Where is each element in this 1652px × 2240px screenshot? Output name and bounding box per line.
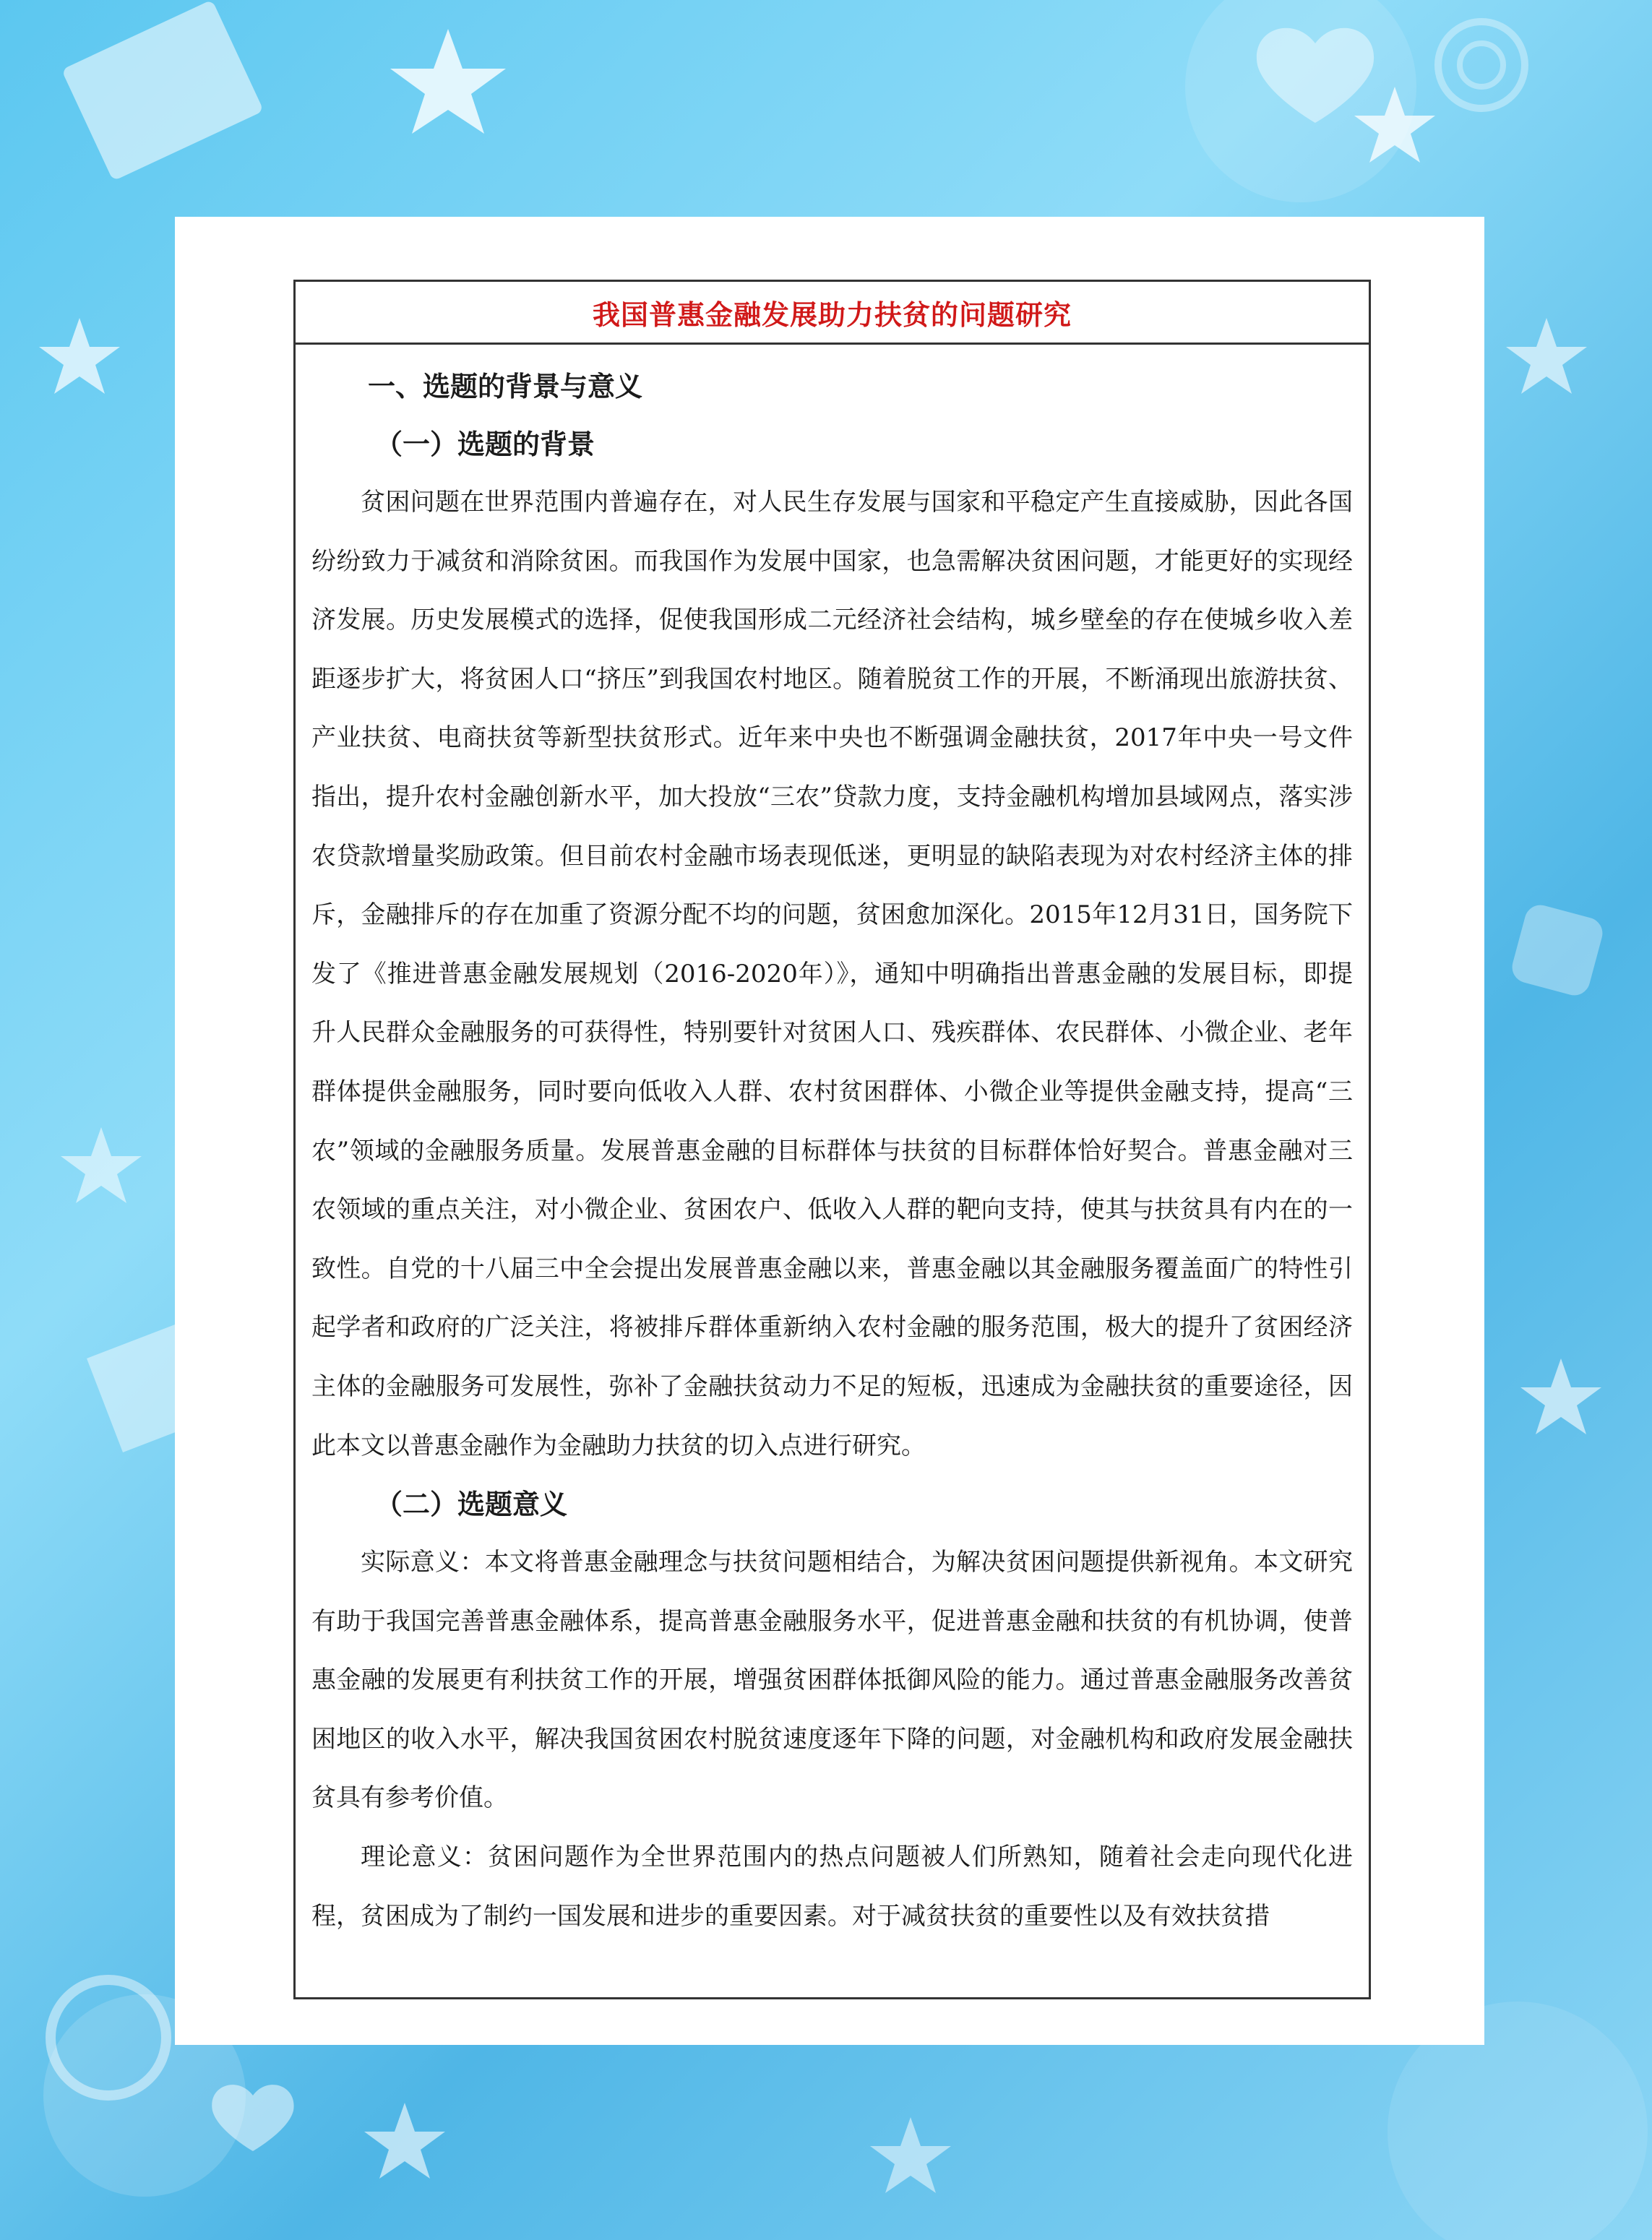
document-frame bbox=[293, 280, 1371, 1999]
star-icon bbox=[39, 318, 120, 394]
star-icon bbox=[870, 2117, 951, 2193]
practical-significance-paragraph: 实际意义：本文将普惠金融理念与扶贫问题相结合，为解决贫困问题提供新视角。本文研究有助于我国完善普惠金融体系，提高普惠金融服务水平，促进普惠金融和扶贫的有机协调，使普惠金融的发展更有利扶贫工作的开展，增强贫困群体抵御风险的能力。通过普惠金融服务改善贫困地区的收入水平，解决我国贫困农村脱贫速度逐年下降的问题，对金融机构和政府发展金融扶贫具有参考价值。 bbox=[311, 1548, 1353, 1813]
background-paragraph: 贫困问题在世界范围内普遍存在，对人民生存发展与国家和平稳定产生直接威胁，因此各国纷纷致力于减贫和消除贫困。而我国作为发展中国家，也急需解决贫困问题，才能更好的实现经济发展。历史发展模式的选择，促使我国形成二元经济社会结构，城乡壁垒的存在使城乡收入差距逐步扩大，将贫困人口“挤压”到我国农村地区。随着脱贫工作的开展，不断涌现出旅游扶贫、产业扶贫、电商扶贫等新型扶贫形式。近年来中央也不断强调金融扶贫，2017年中央一号文件指出，提升农村金融创新水平，加大投放“三农”贷款力度，支持金融机构增加县域网点，落实涉农贷款增量奖励政策。但目前农村金融市场表现低迷，更明显的缺陷表现为对农村经济主体的排斥，金融排斥的存在加重了资源分配不均的问题，贫困愈加深化。2015年12月31日，国务院下发了《推进普惠金融发展规划（2016-2020年）》，通知中明确指出普惠金融的发展目标，即提升人民群众金融服务的可获得性，特别要针对贫困人口、残疾群体、农民群体、小微企业、老年群体提供金融服务，同时要向低收入人群、农村贫困群体、小微企业等提供金融支持，提高“三农”领域的金融服务质量。发展普惠金融的目标群体与扶贫的目标群体恰好契合。普惠金融对三农领域的重点关注，对小微企业、贫困农户、低收入人群的靶向支持，使其与扶贫具有内在的一致性。自党的十八届三中全会提出发展普惠金融以来，普惠金融以其金融服务覆盖面广的特性引起学者和政府的广泛关注，将被排斥群体重新纳入农村金融的服务范围，极大的提升了贫困经济主体的金融服务可发展性，弥补了金融扶贫动力不足的短板，迅速成为金融扶贫的重要途径，因此本文以普惠金融作为金融助力扶贫的切入点进行研究。 bbox=[311, 488, 1353, 1460]
star-icon bbox=[1506, 318, 1587, 394]
star-icon bbox=[1520, 1358, 1601, 1434]
document-title: 我国普惠金融发展助力扶贫的问题研究 bbox=[296, 282, 1369, 345]
star-icon bbox=[390, 29, 506, 134]
dice-icon bbox=[1509, 902, 1606, 999]
section-heading-background-significance: 一、选题的背景与意义 bbox=[368, 370, 643, 402]
star-icon bbox=[364, 2103, 445, 2179]
envelope-icon bbox=[61, 0, 264, 181]
subsection-heading-background: （一）选题的背景 bbox=[375, 428, 595, 460]
star-icon bbox=[61, 1127, 142, 1203]
theoretical-significance-paragraph: 理论意义：贫困问题作为全世界范围内的热点问题被人们所熟知，随着社会走向现代化进程，贫困成为了制约一国发展和进步的重要因素。对于减贫扶贫的重要性以及有效扶贫措 bbox=[311, 1843, 1353, 1931]
subsection-heading-significance: （二）选题意义 bbox=[375, 1488, 568, 1521]
document-body bbox=[296, 345, 1369, 1946]
